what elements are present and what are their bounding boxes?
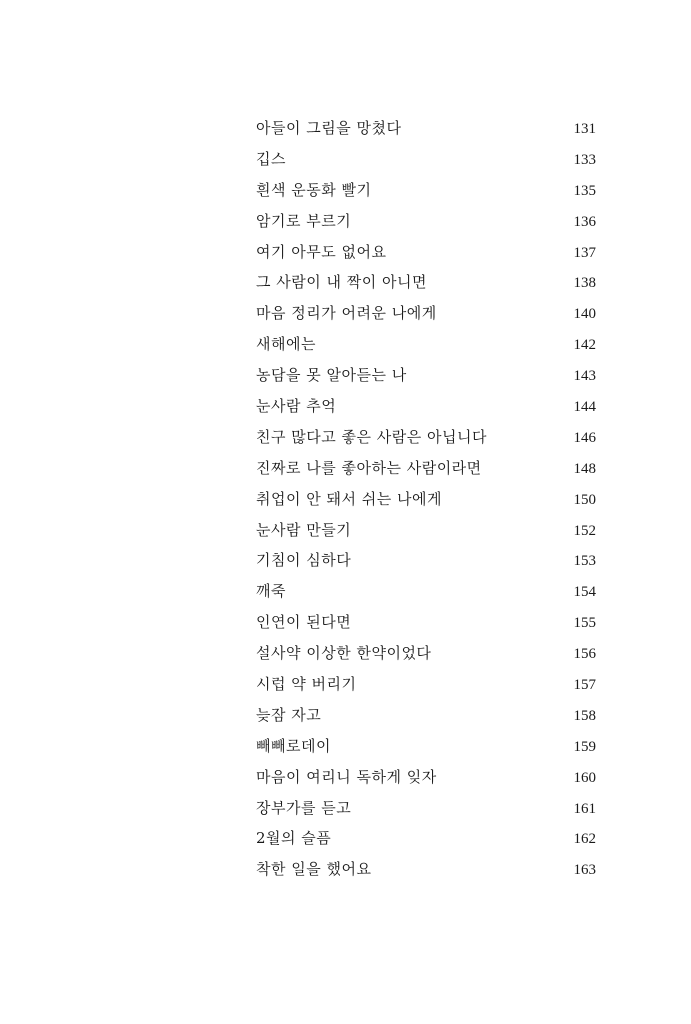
toc-entry-title: 친구 많다고 좋은 사람은 아닙니다 [256,427,487,446]
toc-entry-page: 158 [573,707,596,724]
toc-entry-title: 취업이 안 돼서 쉬는 나에게 [256,489,442,508]
toc-entry-page: 143 [573,368,596,385]
toc-entry-page: 160 [573,769,596,786]
toc-entry [256,545,596,576]
toc-entry-page: 146 [573,429,596,446]
toc-entry-title: 눈사람 만들기 [256,520,352,539]
toc-entry [256,484,596,515]
toc-entry [256,453,596,484]
toc-entry-title: 2월의 슬픔 [256,829,332,848]
toc-entry [256,607,596,638]
toc-entry [256,793,596,824]
toc-entry-page: 163 [573,862,596,879]
toc-entry-title: 깨죽 [256,582,286,601]
toc-entry [256,731,596,762]
toc-entry-page: 161 [573,800,596,817]
toc-entry-title: 인연이 된다면 [256,613,352,632]
toc-entry [256,206,596,237]
toc-entry-title: 빼빼로데이 [256,736,331,755]
toc-entry-page: 138 [573,275,596,292]
toc-entry-page: 153 [573,553,596,570]
toc-entry-title: 아들이 그림을 망쳤다 [256,119,402,137]
toc-entry-title: 설사약 이상한 한약이었다 [256,644,432,663]
toc-entry [256,762,596,793]
toc-entry-title: 그 사람이 내 짝이 아니면 [256,273,427,292]
toc-entry-title: 새해에는 [256,335,316,354]
toc-entry-title: 진짜로 나를 좋아하는 사람이라면 [256,458,482,477]
toc-entry [256,298,596,329]
toc-entry-page: 131 [573,121,596,137]
toc-entry-title: 눈사람 추억 [256,397,337,416]
toc-entry-page: 137 [573,244,596,261]
toc-entry-page: 154 [573,584,596,601]
toc-entry [256,144,596,175]
toc-entry-title: 기침이 심하다 [256,551,352,570]
toc-entry-title: 농담을 못 알아듣는 나 [256,366,407,385]
toc-entry [256,823,596,854]
toc-entry [256,360,596,391]
toc-entry-title: 시럽 약 버리기 [256,675,357,694]
toc-entry-page: 159 [573,738,596,755]
toc-entry-page: 156 [573,646,596,663]
toc-entry-title: 마음 정리가 어려운 나에게 [256,304,437,323]
toc-entry-page: 142 [573,337,596,354]
toc-entry-page: 140 [573,306,596,323]
toc-entry-title: 흰색 운동화 빨기 [256,180,372,199]
toc-entry [256,237,596,268]
toc-entry-title: 깁스 [256,149,286,168]
toc-entry-page: 148 [573,460,596,477]
toc-entry-page: 150 [573,491,596,508]
table-of-contents [256,113,596,885]
toc-entry [256,576,596,607]
toc-entry-page: 135 [573,182,596,199]
toc-entry-title: 마음이 여리니 독하게 잊자 [256,767,437,786]
toc-entry [256,113,596,144]
toc-entry [256,422,596,453]
toc-entry [256,391,596,422]
toc-entry-title: 착한 일을 했어요 [256,860,372,879]
toc-entry-page: 162 [573,831,596,848]
toc-entry-page: 155 [573,615,596,632]
toc-entry-title: 장부가를 듣고 [256,798,352,817]
toc-entry-page: 157 [573,677,596,694]
toc-entry-page: 136 [573,213,596,230]
toc-entry-page: 133 [573,151,596,168]
toc-entry [256,854,596,885]
toc-entry [256,175,596,206]
toc-entry-page: 152 [573,522,596,539]
toc-entry-title: 늦잠 자고 [256,705,322,724]
toc-entry [256,700,596,731]
toc-entry-title: 암기로 부르기 [256,211,352,230]
toc-entry [256,638,596,669]
toc-entry [256,515,596,546]
toc-entry [256,329,596,360]
toc-entry-title: 여기 아무도 없어요 [256,242,387,261]
toc-entry [256,669,596,700]
toc-entry-page: 144 [573,399,596,416]
toc-entry [256,267,596,298]
